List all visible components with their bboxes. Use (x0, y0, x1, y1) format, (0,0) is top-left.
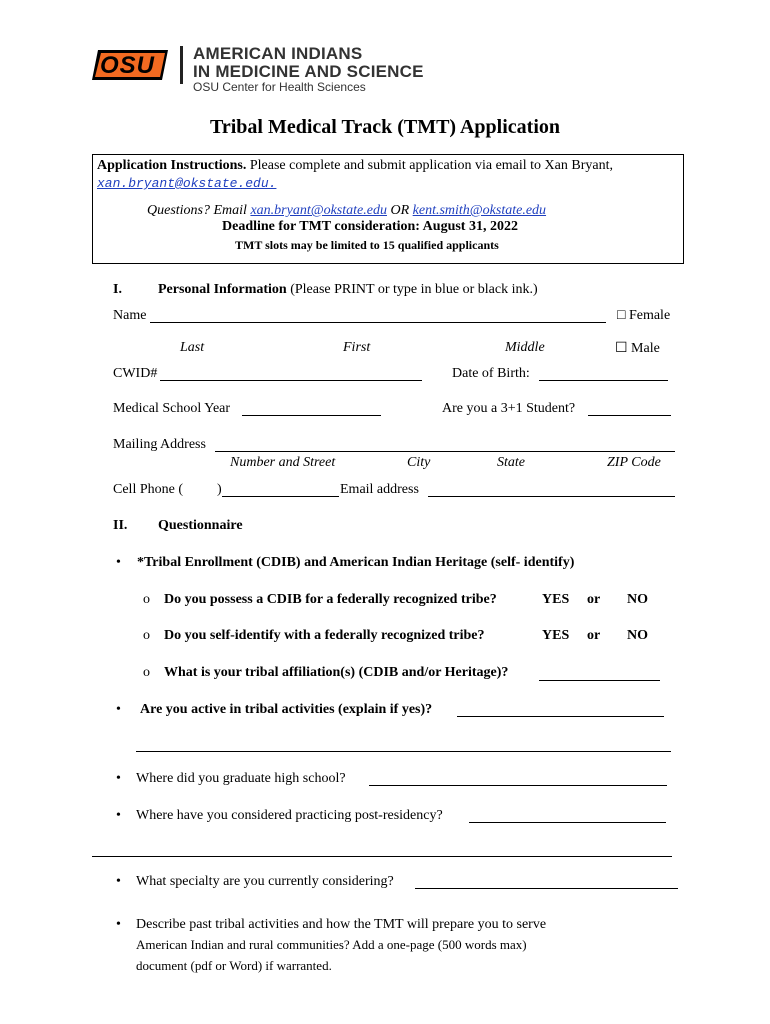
self-identify-or: or (587, 628, 601, 643)
slots-text: TMT slots may be limited to 15 qualified applicants (235, 238, 499, 252)
address-sub-state: State (497, 455, 525, 470)
address-sub-city: City (407, 455, 431, 470)
section2-heading: Questionnaire (158, 518, 243, 533)
three-plus-one-label: Are you a 3+1 Student? (442, 401, 576, 416)
mailing-address-label: Mailing Address (113, 437, 206, 452)
med-school-year-label: Medical School Year (113, 401, 231, 416)
section1-heading-bold: Personal Information (158, 282, 287, 297)
sub-marker: o (143, 665, 150, 680)
med-school-year-input-line[interactable] (242, 415, 381, 416)
email-address-label: Email address (340, 482, 419, 497)
dob-input-line[interactable] (539, 380, 668, 381)
name-input-line[interactable] (150, 322, 606, 323)
male-checkbox[interactable]: ☐ Male (615, 341, 660, 356)
org-name-line1: AMERICAN INDIANS (193, 44, 363, 63)
tribal-activities-input-line-2[interactable] (136, 751, 671, 752)
describe-question-line2: American Indian and rural communities? Add a one-page (500 words max) (136, 937, 527, 952)
instructions-email-link[interactable]: xan.bryant@okstate.edu. (97, 176, 277, 191)
cwid-label: CWID# (113, 366, 158, 381)
instructions-email-line (97, 176, 276, 192)
org-name-line2: IN MEDICINE AND SCIENCE (193, 62, 424, 81)
tribal-activities-question: Are you active in tribal activities (explain if yes)? (140, 702, 433, 717)
cdib-or: or (587, 592, 601, 607)
name-sub-middle: Middle (505, 340, 545, 355)
female-checkbox[interactable]: □ Female (617, 308, 671, 323)
practice-input-line[interactable] (469, 822, 666, 823)
dob-label: Date of Birth: (452, 366, 530, 381)
cwid-input-line[interactable] (160, 380, 422, 381)
section2-numeral: II. (113, 518, 128, 533)
practice-question: Where have you considered practicing post-residency? (136, 808, 443, 823)
self-identify-question: Do you self-identify with a federally recognized tribe? (164, 628, 485, 643)
questions-email1-link[interactable]: xan.bryant@okstate.edu (250, 203, 387, 218)
specialty-input-line[interactable] (415, 888, 678, 889)
describe-question-line1: Describe past tribal activities and how the TMT will prepare you to serve (136, 917, 547, 932)
bullet-marker: • (116, 917, 121, 932)
sub-marker: o (143, 628, 150, 643)
email-address-input-line[interactable] (428, 496, 675, 497)
high-school-question: Where did you graduate high school? (136, 771, 346, 786)
self-identify-yes-option[interactable]: YES (542, 628, 570, 643)
tribal-enrollment-heading: *Tribal Enrollment (CDIB) and American Indian Heritage (self- identify) (137, 555, 575, 570)
section1-numeral: I. (113, 282, 122, 297)
practice-input-line-2[interactable] (92, 856, 672, 857)
deadline-text: Deadline for TMT consideration: August 31, 2022 (222, 219, 518, 234)
name-sub-first: First (343, 340, 371, 355)
name-sub-last: Last (180, 340, 205, 355)
cdib-yes-option[interactable]: YES (542, 592, 570, 607)
bullet-marker: • (116, 555, 121, 570)
org-name-line3: OSU Center for Health Sciences (193, 80, 366, 94)
bullet-marker: • (116, 771, 121, 786)
tribal-activities-input-line[interactable] (457, 716, 664, 717)
instructions-lead-bold: Application Instructions. (97, 158, 247, 173)
org-logo (90, 44, 170, 86)
page-title: Tribal Medical Track (TMT) Application (210, 116, 560, 138)
tribal-affiliation-input-line[interactable] (539, 680, 660, 681)
instructions-lead-text: Please complete and submit application via email to Xan Bryant, (246, 158, 613, 173)
address-sub-street: Number and Street (230, 455, 336, 470)
self-identify-no-option[interactable]: NO (627, 628, 648, 643)
questions-prefix: Questions? Email (147, 203, 251, 218)
address-sub-zip: ZIP Code (607, 455, 661, 470)
cell-phone-paren: ) (217, 482, 222, 497)
cdib-no-option[interactable]: NO (627, 592, 648, 607)
sub-marker: o (143, 592, 150, 607)
questions-line (147, 203, 546, 219)
bullet-marker: • (116, 808, 121, 823)
bullet-marker: • (116, 874, 121, 889)
cell-phone-input-line[interactable] (222, 496, 339, 497)
three-plus-one-input-line[interactable] (588, 415, 671, 416)
describe-question-line3: document (pdf or Word) if warranted. (136, 958, 332, 973)
questions-email2-link[interactable]: kent.smith@okstate.edu (412, 203, 547, 218)
logo-divider (180, 46, 183, 84)
specialty-question: What specialty are you currently considering? (136, 874, 394, 889)
cdib-question: Do you possess a CDIB for a federally recognized tribe? (164, 592, 497, 607)
questions-or: OR (386, 203, 413, 218)
mailing-address-input-line[interactable] (215, 451, 675, 452)
section1-heading-note: (Please PRINT or type in blue or black ink.) (286, 282, 538, 297)
tribal-affiliation-question: What is your tribal affiliation(s) (CDIB and/or Heritage)? (164, 665, 509, 680)
high-school-input-line[interactable] (369, 785, 667, 786)
logo-text: OSU (100, 52, 156, 79)
name-label: Name (113, 308, 147, 323)
section1-heading (158, 282, 538, 298)
cell-phone-label: Cell Phone ( (113, 482, 183, 497)
instructions-lead (97, 158, 613, 174)
bullet-marker: • (116, 702, 121, 717)
